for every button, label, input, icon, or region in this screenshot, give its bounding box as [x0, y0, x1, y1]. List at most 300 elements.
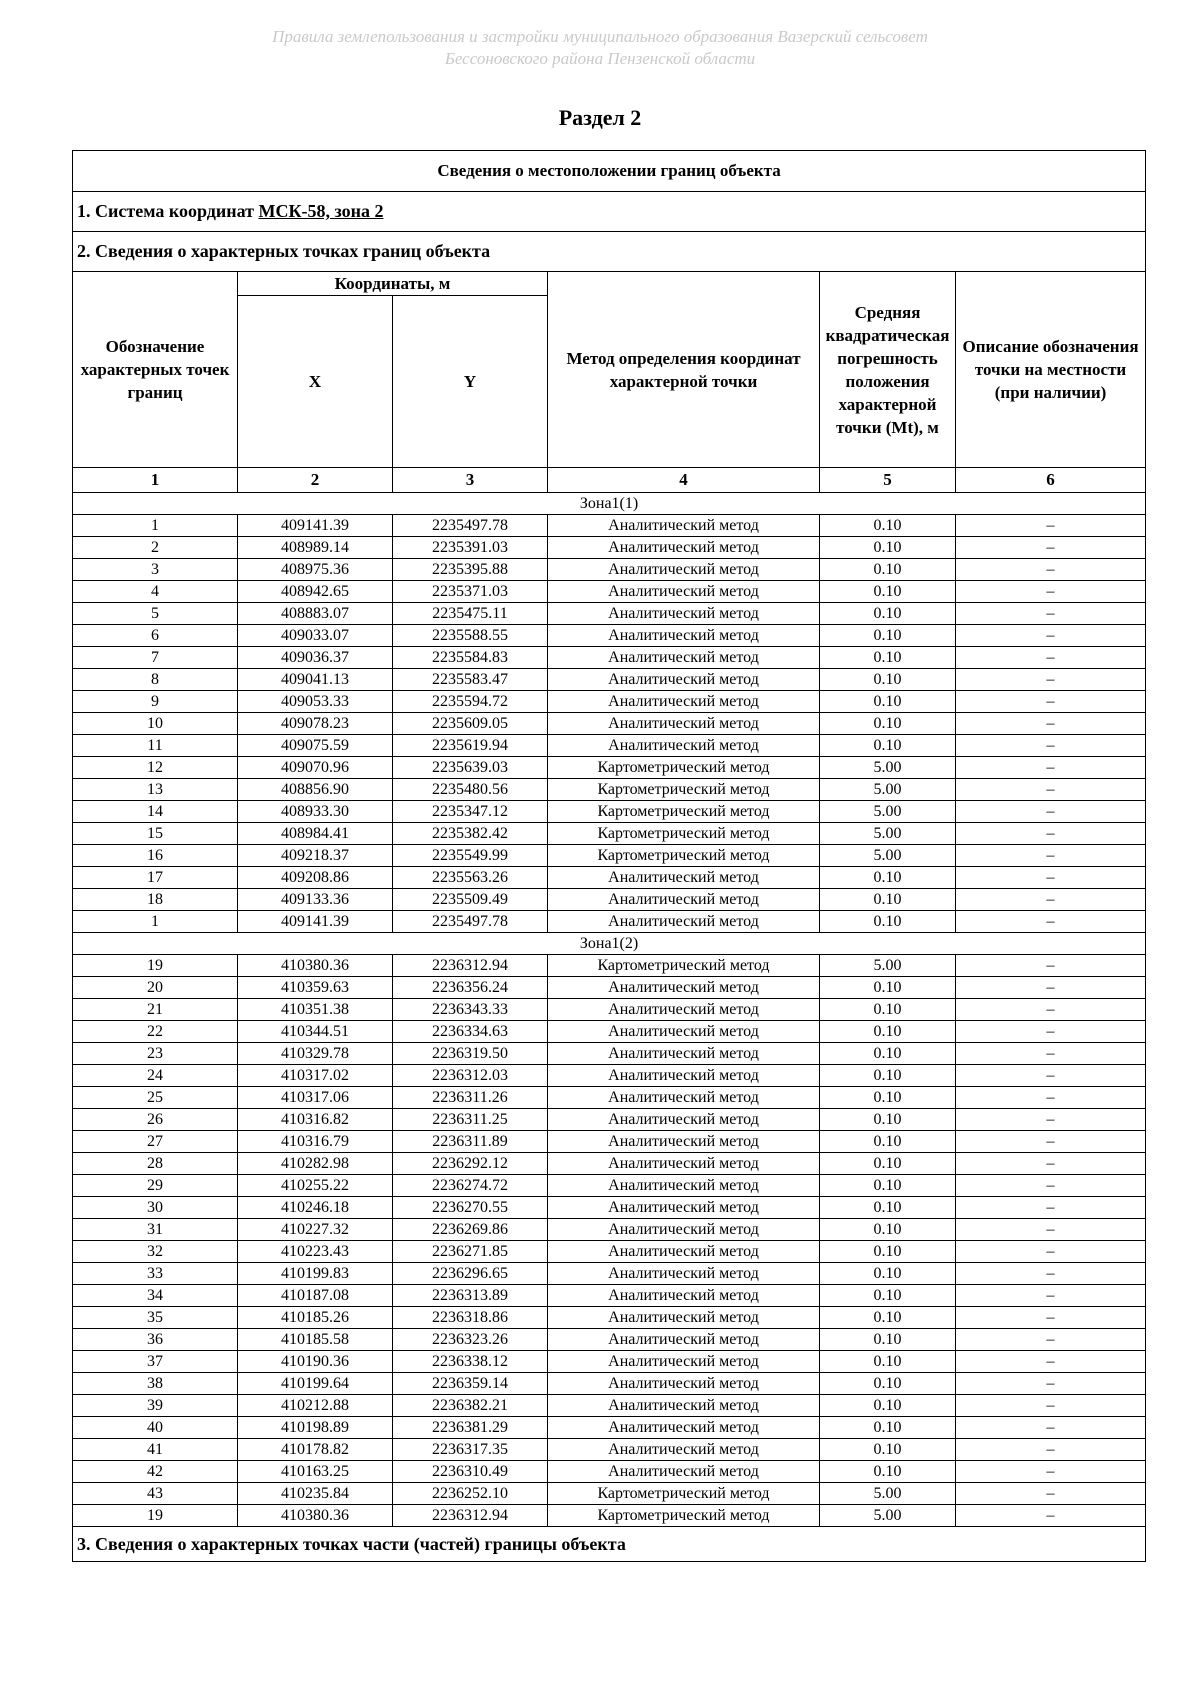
- table-row: [73, 515, 1146, 537]
- mean-error: 0.10: [820, 1285, 956, 1307]
- table-row: [73, 603, 1146, 625]
- method: Аналитический метод: [548, 867, 820, 889]
- coord-x: 409053.33: [238, 691, 393, 713]
- point-number: 25: [73, 1087, 238, 1109]
- part-points-heading: 3. Сведения о характерных точках части (частей) границы объекта: [73, 1527, 1146, 1562]
- table-row: [73, 1329, 1146, 1351]
- coord-y: 2236356.24: [393, 977, 548, 999]
- mean-error: 0.10: [820, 1197, 956, 1219]
- zone-label: Зона1(2): [73, 933, 1146, 955]
- mean-error: 0.10: [820, 1395, 956, 1417]
- point-number: 3: [73, 559, 238, 581]
- description: –: [956, 845, 1146, 867]
- point-number: 37: [73, 1351, 238, 1373]
- table-row: [73, 779, 1146, 801]
- coord-y: 2236310.49: [393, 1461, 548, 1483]
- coord-y: 2235391.03: [393, 537, 548, 559]
- table-row: [73, 977, 1146, 999]
- coord-y: 2236269.86: [393, 1219, 548, 1241]
- table-row: [73, 1417, 1146, 1439]
- coord-x: 410344.51: [238, 1021, 393, 1043]
- coord-x: 410316.82: [238, 1109, 393, 1131]
- point-number: 24: [73, 1065, 238, 1087]
- coord-y: 2236334.63: [393, 1021, 548, 1043]
- point-number: 9: [73, 691, 238, 713]
- coord-x: 410190.36: [238, 1351, 393, 1373]
- method: Аналитический метод: [548, 1373, 820, 1395]
- part-points-heading-row: [73, 1527, 1146, 1562]
- point-number: 22: [73, 1021, 238, 1043]
- point-number: 38: [73, 1373, 238, 1395]
- col-coordinates-header: Координаты, м: [238, 272, 548, 296]
- method: Аналитический метод: [548, 515, 820, 537]
- mean-error: 0.10: [820, 1417, 956, 1439]
- column-header-row: [73, 272, 1146, 296]
- table-row: [73, 1461, 1146, 1483]
- points-heading-row: [73, 232, 1146, 272]
- point-number: 34: [73, 1285, 238, 1307]
- running-header-line-1: Правила землепользования и застройки муниципального образования Вазерский сельсовет: [272, 27, 928, 46]
- method: Аналитический метод: [548, 647, 820, 669]
- point-number: 2: [73, 537, 238, 559]
- point-number: 33: [73, 1263, 238, 1285]
- description: –: [956, 977, 1146, 999]
- description: –: [956, 867, 1146, 889]
- description: –: [956, 1505, 1146, 1527]
- col-description-header: Описание обозначения точки на местности (при наличии): [956, 272, 1146, 468]
- table-row: [73, 1109, 1146, 1131]
- description: –: [956, 1351, 1146, 1373]
- mean-error: 0.10: [820, 1439, 956, 1461]
- col-y-header: Y: [393, 296, 548, 468]
- coord-x: 408933.30: [238, 801, 393, 823]
- table-row: [73, 559, 1146, 581]
- coord-x: 408989.14: [238, 537, 393, 559]
- mean-error: 0.10: [820, 1461, 956, 1483]
- table-row: [73, 1197, 1146, 1219]
- coord-x: 410185.26: [238, 1307, 393, 1329]
- coord-x: 410163.25: [238, 1461, 393, 1483]
- method: Аналитический метод: [548, 1043, 820, 1065]
- mean-error: 0.10: [820, 1043, 956, 1065]
- coord-y: 2236252.10: [393, 1483, 548, 1505]
- table-title: Сведения о местоположении границ объекта: [73, 151, 1146, 192]
- coord-y: 2236319.50: [393, 1043, 548, 1065]
- mean-error: 5.00: [820, 845, 956, 867]
- coord-y: 2236311.25: [393, 1109, 548, 1131]
- description: –: [956, 713, 1146, 735]
- coord-y: 2236270.55: [393, 1197, 548, 1219]
- table-title-row: [73, 151, 1146, 192]
- point-number: 43: [73, 1483, 238, 1505]
- table-row: [73, 1087, 1146, 1109]
- col-method-header: Метод определения координат характерной точки: [548, 272, 820, 468]
- method: Аналитический метод: [548, 1065, 820, 1087]
- table-row: [73, 1439, 1146, 1461]
- mean-error: 0.10: [820, 515, 956, 537]
- table-row: [73, 801, 1146, 823]
- table-row: [73, 1307, 1146, 1329]
- point-number: 41: [73, 1439, 238, 1461]
- point-number: 23: [73, 1043, 238, 1065]
- point-number: 20: [73, 977, 238, 999]
- table-row: [73, 1395, 1146, 1417]
- coord-y: 2235609.05: [393, 713, 548, 735]
- mean-error: 0.10: [820, 647, 956, 669]
- mean-error: 0.10: [820, 999, 956, 1021]
- method: Аналитический метод: [548, 1307, 820, 1329]
- mean-error: 0.10: [820, 889, 956, 911]
- description: –: [956, 515, 1146, 537]
- mean-error: 0.10: [820, 713, 956, 735]
- mean-error: 0.10: [820, 581, 956, 603]
- mean-error: 0.10: [820, 1329, 956, 1351]
- coord-y: 2236311.26: [393, 1087, 548, 1109]
- coord-y: 2236317.35: [393, 1439, 548, 1461]
- mean-error: 0.10: [820, 1087, 956, 1109]
- mean-error: 0.10: [820, 867, 956, 889]
- mean-error: 0.10: [820, 977, 956, 999]
- method: Аналитический метод: [548, 1263, 820, 1285]
- point-number: 18: [73, 889, 238, 911]
- description: –: [956, 1307, 1146, 1329]
- coord-y: 2236323.26: [393, 1329, 548, 1351]
- coord-y: 2235497.78: [393, 911, 548, 933]
- method: Аналитический метод: [548, 1395, 820, 1417]
- table-row: [73, 713, 1146, 735]
- table-row: [73, 581, 1146, 603]
- point-number: 42: [73, 1461, 238, 1483]
- mean-error: 0.10: [820, 691, 956, 713]
- point-number: 26: [73, 1109, 238, 1131]
- mean-error: 0.10: [820, 625, 956, 647]
- coord-y: 2236312.94: [393, 955, 548, 977]
- point-number: 19: [73, 1505, 238, 1527]
- point-number: 35: [73, 1307, 238, 1329]
- col-error-header: Средняя квадратическая погрешность положения характерной точки (Mt), м: [820, 272, 956, 468]
- mean-error: 0.10: [820, 603, 956, 625]
- point-number: 17: [73, 867, 238, 889]
- method: Аналитический метод: [548, 1131, 820, 1153]
- mean-error: 0.10: [820, 1263, 956, 1285]
- point-number: 19: [73, 955, 238, 977]
- boundary-table: [72, 150, 1146, 1562]
- description: –: [956, 603, 1146, 625]
- table-row: [73, 823, 1146, 845]
- mean-error: 5.00: [820, 779, 956, 801]
- point-number: 32: [73, 1241, 238, 1263]
- coord-y: 2236381.29: [393, 1417, 548, 1439]
- point-number: 30: [73, 1197, 238, 1219]
- method: Картометрический метод: [548, 779, 820, 801]
- mean-error: 5.00: [820, 1505, 956, 1527]
- coord-y: 2236313.89: [393, 1285, 548, 1307]
- method: Аналитический метод: [548, 1109, 820, 1131]
- coord-x: 410178.82: [238, 1439, 393, 1461]
- coord-x: 409075.59: [238, 735, 393, 757]
- column-number: 2: [238, 468, 393, 493]
- coord-y: 2236338.12: [393, 1351, 548, 1373]
- mean-error: 5.00: [820, 1483, 956, 1505]
- coord-x: 408975.36: [238, 559, 393, 581]
- mean-error: 0.10: [820, 1131, 956, 1153]
- table-row: [73, 1351, 1146, 1373]
- point-number: 12: [73, 757, 238, 779]
- coord-x: 410329.78: [238, 1043, 393, 1065]
- description: –: [956, 1461, 1146, 1483]
- point-number: 14: [73, 801, 238, 823]
- coord-y: 2236312.03: [393, 1065, 548, 1087]
- coord-x: 409033.07: [238, 625, 393, 647]
- description: –: [956, 1219, 1146, 1241]
- method: Аналитический метод: [548, 1021, 820, 1043]
- points-heading: 2. Сведения о характерных точках границ объекта: [73, 232, 1146, 272]
- table-row: [73, 647, 1146, 669]
- coord-x: 410380.36: [238, 955, 393, 977]
- mean-error: 5.00: [820, 757, 956, 779]
- point-number: 21: [73, 999, 238, 1021]
- table-row: [73, 1043, 1146, 1065]
- coord-x: 409141.39: [238, 911, 393, 933]
- mean-error: 0.10: [820, 1351, 956, 1373]
- description: –: [956, 1439, 1146, 1461]
- col-x-header: X: [238, 296, 393, 468]
- coord-x: 409208.86: [238, 867, 393, 889]
- table-row: [73, 911, 1146, 933]
- coord-y: 2236343.33: [393, 999, 548, 1021]
- coord-y: 2236311.89: [393, 1131, 548, 1153]
- coord-x: 410227.32: [238, 1219, 393, 1241]
- column-number: 4: [548, 468, 820, 493]
- point-number: 1: [73, 515, 238, 537]
- document-running-header: [0, 26, 1200, 70]
- table-row: [73, 1241, 1146, 1263]
- description: –: [956, 1329, 1146, 1351]
- method: Аналитический метод: [548, 1351, 820, 1373]
- point-number: 39: [73, 1395, 238, 1417]
- running-header-line-2: Бессоновского района Пензенской области: [444, 49, 756, 68]
- description: –: [956, 757, 1146, 779]
- table-row: [73, 1065, 1146, 1087]
- coord-x: 410255.22: [238, 1175, 393, 1197]
- coord-x: 410185.58: [238, 1329, 393, 1351]
- coord-y: 2235509.49: [393, 889, 548, 911]
- description: –: [956, 625, 1146, 647]
- coord-y: 2235371.03: [393, 581, 548, 603]
- description: –: [956, 537, 1146, 559]
- coord-x: 408883.07: [238, 603, 393, 625]
- table-row: [73, 1021, 1146, 1043]
- method: Аналитический метод: [548, 603, 820, 625]
- coord-system-value: МСК-58, зона 2: [258, 201, 384, 221]
- coord-y: 2236318.86: [393, 1307, 548, 1329]
- coord-x: 410223.43: [238, 1241, 393, 1263]
- mean-error: 0.10: [820, 537, 956, 559]
- table-row: [73, 889, 1146, 911]
- coord-x: 410317.06: [238, 1087, 393, 1109]
- col-designation-header: Обозначение характерных точек границ: [73, 272, 238, 468]
- coord-x: 410199.83: [238, 1263, 393, 1285]
- mean-error: 0.10: [820, 1065, 956, 1087]
- method: Аналитический метод: [548, 691, 820, 713]
- mean-error: 5.00: [820, 955, 956, 977]
- coord-x: 409078.23: [238, 713, 393, 735]
- description: –: [956, 801, 1146, 823]
- mean-error: 0.10: [820, 1153, 956, 1175]
- method: Аналитический метод: [548, 1417, 820, 1439]
- table-row: [73, 1153, 1146, 1175]
- description: –: [956, 823, 1146, 845]
- table-row: [73, 999, 1146, 1021]
- mean-error: 5.00: [820, 823, 956, 845]
- mean-error: 0.10: [820, 1373, 956, 1395]
- coord-x: 410235.84: [238, 1483, 393, 1505]
- description: –: [956, 581, 1146, 603]
- description: –: [956, 999, 1146, 1021]
- point-number: 13: [73, 779, 238, 801]
- coord-y: 2235583.47: [393, 669, 548, 691]
- method: Аналитический метод: [548, 911, 820, 933]
- method: Аналитический метод: [548, 1329, 820, 1351]
- description: –: [956, 1395, 1146, 1417]
- method: Аналитический метод: [548, 581, 820, 603]
- method: Аналитический метод: [548, 1461, 820, 1483]
- table-row: [73, 691, 1146, 713]
- coord-x: 409218.37: [238, 845, 393, 867]
- coord-x: 409041.13: [238, 669, 393, 691]
- method: Аналитический метод: [548, 625, 820, 647]
- coord-x: 410246.18: [238, 1197, 393, 1219]
- method: Аналитический метод: [548, 559, 820, 581]
- column-number: 6: [956, 468, 1146, 493]
- coord-x: 410198.89: [238, 1417, 393, 1439]
- coord-x: 410351.38: [238, 999, 393, 1021]
- description: –: [956, 889, 1146, 911]
- description: –: [956, 911, 1146, 933]
- point-number: 4: [73, 581, 238, 603]
- description: –: [956, 669, 1146, 691]
- method: Картометрический метод: [548, 823, 820, 845]
- table-row: [73, 735, 1146, 757]
- coord-y: 2235639.03: [393, 757, 548, 779]
- point-number: 15: [73, 823, 238, 845]
- description: –: [956, 691, 1146, 713]
- table-row: [73, 757, 1146, 779]
- description: –: [956, 1263, 1146, 1285]
- mean-error: 0.10: [820, 911, 956, 933]
- coord-x: 409036.37: [238, 647, 393, 669]
- description: –: [956, 955, 1146, 977]
- mean-error: 0.10: [820, 559, 956, 581]
- description: –: [956, 647, 1146, 669]
- method: Аналитический метод: [548, 1087, 820, 1109]
- point-number: 31: [73, 1219, 238, 1241]
- coord-y: 2235549.99: [393, 845, 548, 867]
- coord-y: 2236274.72: [393, 1175, 548, 1197]
- point-number: 8: [73, 669, 238, 691]
- table-row: [73, 537, 1146, 559]
- column-number-row: [73, 468, 1146, 493]
- description: –: [956, 559, 1146, 581]
- coord-y: 2235395.88: [393, 559, 548, 581]
- coord-x: 410212.88: [238, 1395, 393, 1417]
- description: –: [956, 1065, 1146, 1087]
- description: –: [956, 1131, 1146, 1153]
- coord-y: 2235588.55: [393, 625, 548, 647]
- coord-y: 2235584.83: [393, 647, 548, 669]
- description: –: [956, 1483, 1146, 1505]
- coord-x: 410282.98: [238, 1153, 393, 1175]
- method: Картометрический метод: [548, 1505, 820, 1527]
- description: –: [956, 735, 1146, 757]
- description: –: [956, 1087, 1146, 1109]
- mean-error: 0.10: [820, 1109, 956, 1131]
- table-row: [73, 955, 1146, 977]
- coord-system-cell: [73, 192, 1146, 232]
- table-row: [73, 1373, 1146, 1395]
- table-row: [73, 1505, 1146, 1527]
- description: –: [956, 779, 1146, 801]
- table-row: [73, 1131, 1146, 1153]
- coord-y: 2235347.12: [393, 801, 548, 823]
- column-number: 5: [820, 468, 956, 493]
- coord-y: 2236312.94: [393, 1505, 548, 1527]
- description: –: [956, 1197, 1146, 1219]
- method: Картометрический метод: [548, 955, 820, 977]
- method: Аналитический метод: [548, 1219, 820, 1241]
- point-number: 11: [73, 735, 238, 757]
- table-row: [73, 1219, 1146, 1241]
- coord-y: 2235619.94: [393, 735, 548, 757]
- description: –: [956, 1043, 1146, 1065]
- column-number: 1: [73, 468, 238, 493]
- coord-system-row: [73, 192, 1146, 232]
- table-row: [73, 1175, 1146, 1197]
- method: Аналитический метод: [548, 1285, 820, 1307]
- point-number: 40: [73, 1417, 238, 1439]
- mean-error: 0.10: [820, 1219, 956, 1241]
- method: Картометрический метод: [548, 801, 820, 823]
- zone-row: [73, 493, 1146, 515]
- method: Аналитический метод: [548, 735, 820, 757]
- coord-y: 2236296.65: [393, 1263, 548, 1285]
- point-number: 7: [73, 647, 238, 669]
- mean-error: 0.10: [820, 1021, 956, 1043]
- description: –: [956, 1241, 1146, 1263]
- coord-x: 410199.64: [238, 1373, 393, 1395]
- method: Аналитический метод: [548, 713, 820, 735]
- method: Картометрический метод: [548, 1483, 820, 1505]
- coord-y: 2236382.21: [393, 1395, 548, 1417]
- description: –: [956, 1153, 1146, 1175]
- coord-y: 2235480.56: [393, 779, 548, 801]
- description: –: [956, 1285, 1146, 1307]
- coord-x: 409141.39: [238, 515, 393, 537]
- mean-error: 0.10: [820, 1241, 956, 1263]
- mean-error: 5.00: [820, 801, 956, 823]
- description: –: [956, 1109, 1146, 1131]
- description: –: [956, 1373, 1146, 1395]
- coord-y: 2235497.78: [393, 515, 548, 537]
- section-title: Раздел 2: [558, 105, 642, 130]
- table-row: [73, 669, 1146, 691]
- method: Аналитический метод: [548, 1153, 820, 1175]
- table-row: [73, 625, 1146, 647]
- method: Аналитический метод: [548, 999, 820, 1021]
- table-row: [73, 1263, 1146, 1285]
- coord-y: 2235563.26: [393, 867, 548, 889]
- method: Аналитический метод: [548, 537, 820, 559]
